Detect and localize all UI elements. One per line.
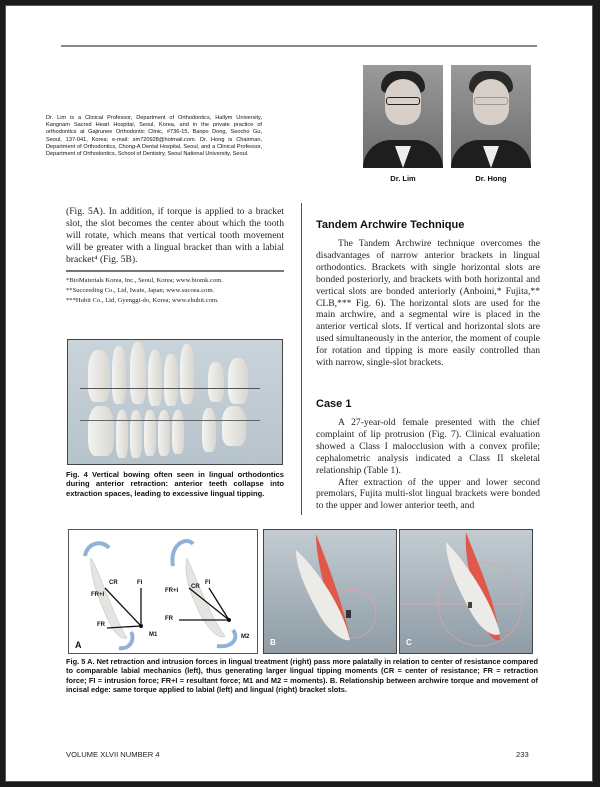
label-fri: FR+I [165, 588, 179, 594]
label-fr: FR [97, 622, 105, 628]
column-divider [301, 203, 302, 515]
figure-5-caption: Fig. 5 A. Net retraction and intrusion forces in lingual treatment (right) pass more palatally in relation to center of resistance compared to comparable labial mechanics (left), thus generating larger lingual tipping moments (CR = center of resistance; FR = retraction force; FI = intrusion force; FR+I = resultant force; M1 and M2 = moments). B. Relationship between archwire torque and movement of incisal edge: same torque applied to labial (left) and lingual (right) bracket slots. [66, 657, 538, 694]
photo-dr-hong [451, 65, 531, 168]
label-m1: M1 [149, 632, 158, 638]
photo-caption-lim: Dr. Lim [390, 174, 416, 183]
paragraph-text: (Fig. 5A). In addition, if torque is applied to a bracket slot, the slot becomes the center about which the tooth will rotate, which means that vertical tooth movement will be greater with a lingual bracket than with a labial bracket⁴ (Fig. 5B). [66, 206, 284, 265]
journal-page [5, 5, 593, 782]
label-fr: FR [165, 616, 173, 622]
footer-page-number: 233 [516, 750, 529, 759]
figure-5c-panel [399, 529, 533, 654]
footnote-rule [66, 270, 284, 272]
top-rule [61, 45, 537, 47]
panel-label-b: B [270, 638, 276, 647]
label-fi: FI [205, 580, 211, 586]
label-m2: M2 [241, 634, 250, 640]
label-fi: FI [137, 580, 143, 586]
section-heading-tandem: Tandem Archwire Technique [316, 219, 465, 231]
footnote-3: ***Hubit Co., Ltd, Gyenggi-do, Korea; www.ehubit.com. [66, 297, 219, 304]
label-fri: FR+I [91, 592, 105, 598]
left-paragraph [66, 206, 284, 266]
photo-caption-hong: Dr. Hong [475, 174, 507, 183]
figure-5a-panel [68, 529, 258, 654]
paragraph-text: A 27-year-old female presented with the chief complaint of lip protrusion (Fig. 7). Clinical evaluation showed a Class I malocclusion with a convex profile; cephalometric analysis indicated a Class II skeletal relationship (Table 1). [316, 417, 540, 476]
footnote-1: *BioMaterials Korea, Inc., Seoul, Korea; www.biomk.com. [66, 277, 224, 284]
tooth-torque-icon [400, 530, 532, 653]
figure-5b-panel [263, 529, 397, 654]
footer-volume: VOLUME XLVII NUMBER 4 [66, 750, 160, 759]
tooth-torque-icon [264, 530, 396, 653]
section-tandem-body [316, 238, 540, 369]
panel-label-a: A [75, 640, 82, 650]
paragraph-text: The Tandem Archwire technique overcomes the disadvantages of narrow anterior brackets in lingual orthodontics. Brackets with single horizontal slots are bonded posteriorly, and brackets with both horizontal and vertical slots are bonded anteriorly (Anboini,* Fujita,** CLB,*** Fig. 6). The horizontal slots are used for the main archwire, and a segmental wire is placed in the anterior vertical slots. If vertical and horizontal slots are used simultaneously in the anterior, the moment of couple for rotation and tipping is more easily controlled than with narrow, single-slot brackets. [316, 238, 540, 369]
label-cr: CR [191, 584, 200, 590]
author-bio: Dr. Lim is a Clinical Professor, Department of Orthodontics, Hallym University, Kangnam Sacred Heart Hospital, Seoul, Korea, and in the private practice of orthodontics at Gajirunee Orthodontic Clinic, #736-15, Banpo Dong, Seocho Gu, Seoul, 137-041, Korea; e-mail: sm720928@hotmail.com. Dr. Hong is Chairman, Department of Orthodontics, Chong-A Dental Hospital, Seoul, and a Clinical Professor, Department of Orthodontics, School of Dentistry, Seoul National University, Seoul. [46, 115, 262, 158]
section-case1-body [316, 417, 540, 512]
section-heading-case1: Case 1 [316, 398, 352, 410]
paragraph-text: After extraction of the upper and lower second premolars, Fujita multi-slot lingual brackets were bonded to the upper and lower anterior teeth, and [316, 476, 540, 512]
label-cr: CR [109, 580, 118, 586]
footnote-2: **Succeeding Co., Ltd, Iwate, Japan; www.sucoea.com. [66, 287, 215, 294]
panel-label-c: C [406, 638, 412, 647]
photo-dr-lim [363, 65, 443, 168]
footnotes [66, 276, 288, 306]
figure-4-image [67, 339, 283, 465]
figure-4-caption: Fig. 4 Vertical bowing often seen in lingual orthodontics during anterior retraction: anterior teeth collapse into extraction spaces, leading to excessive lingual tipping. [66, 470, 284, 498]
